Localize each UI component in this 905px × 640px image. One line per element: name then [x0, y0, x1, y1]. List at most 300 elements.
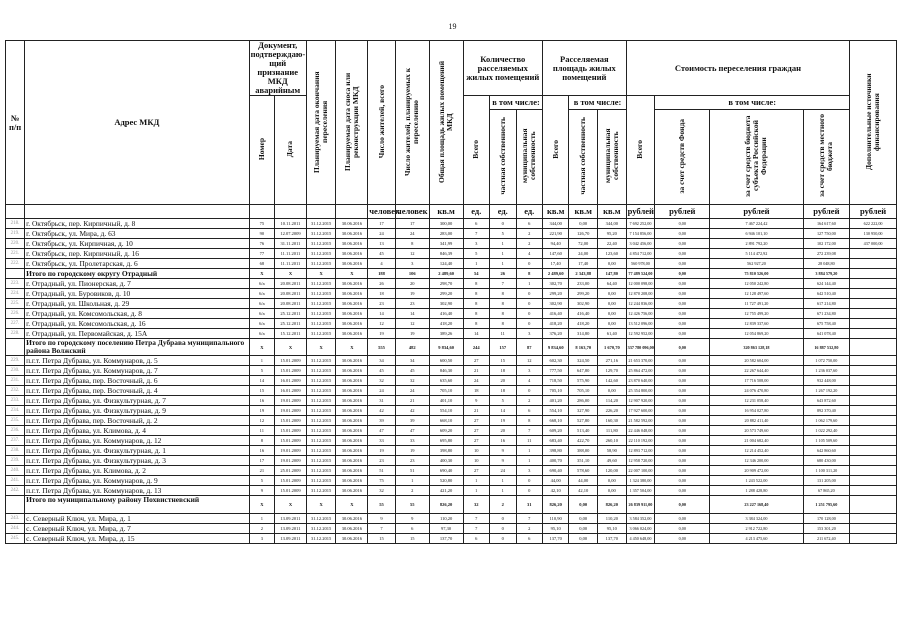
row-cell: 668,10	[542, 416, 568, 426]
row-cell: 3	[516, 466, 542, 476]
row-cell: 12 346 200,00	[710, 456, 803, 466]
row-cell: 389,26	[429, 329, 463, 339]
count-group-header: Количество расселяемых жилых помещений	[463, 41, 542, 96]
row-cell: 3 384 324,00	[710, 514, 803, 524]
row-cell: 482	[395, 339, 429, 356]
row-cell: 302,90	[569, 299, 598, 309]
row-cell: 12 231 058,40	[710, 396, 803, 406]
row-cell: 18	[490, 366, 516, 376]
row-cell: 0,00	[655, 496, 710, 514]
row-cell: 2	[516, 239, 542, 249]
row-address: п.г.т. Петра Дубрава, пер. Восточный, д. 2	[25, 416, 250, 426]
row-cell: 8	[516, 416, 542, 426]
row-cell: 6/а	[249, 279, 274, 289]
row-cell: 695,80	[429, 436, 463, 446]
row-cell: 22 007 100,00	[626, 466, 655, 476]
row-cell: 0,00	[655, 309, 710, 319]
row-cell: 137,70	[598, 534, 627, 544]
row-cell: 0,00	[598, 319, 627, 329]
row-cell: 68	[249, 259, 274, 269]
row-cell: 6	[463, 534, 489, 544]
row-cell: 398,80	[429, 446, 463, 456]
row-number: 227.	[6, 319, 25, 329]
row-cell: 12 426 756,00	[626, 309, 655, 319]
row-cell: 4 450 648,00	[626, 534, 655, 544]
row-cell: 0,00	[655, 299, 710, 309]
unit-cell	[275, 205, 307, 219]
unit-cell: кв.м	[429, 205, 463, 219]
total-row	[6, 339, 897, 356]
row-cell: 22,40	[598, 239, 627, 249]
row-cell	[850, 534, 897, 544]
row-cell: 560 978,00	[626, 259, 655, 269]
unit-cell: ед.	[490, 205, 516, 219]
row-number: 237.	[6, 436, 25, 446]
row-cell: 95,20	[598, 229, 627, 239]
row-cell: 31.12.2015	[306, 329, 336, 339]
row-cell: 15	[395, 534, 429, 544]
row-cell: 9 834,60	[429, 339, 463, 356]
unit-cell: рублей	[850, 205, 897, 219]
unit-cell	[249, 205, 274, 219]
row-number: 235.	[6, 416, 25, 426]
row-cell: 21	[463, 406, 489, 416]
row-address: п.г.т. Петра Дубрава, ул. Коммунаров, д. 9	[25, 476, 250, 486]
row-cell: 31.12.2015	[306, 376, 336, 386]
total-label: Итого по городскому поселению Петра Дубрава муниципального района Волжский	[25, 339, 250, 356]
unit-cell: кв.м	[542, 205, 568, 219]
row-cell: 27	[463, 426, 489, 436]
row-cell: 30.06.2016	[336, 299, 368, 309]
row-cell: 555	[368, 339, 396, 356]
row-cell: 6	[463, 219, 489, 229]
row-cell: 45	[395, 366, 429, 376]
row-cell: 110,90	[542, 514, 568, 524]
row-cell: 300,00	[429, 219, 463, 229]
row-cell: 12 870 208,00	[626, 289, 655, 299]
row-cell	[850, 416, 897, 426]
row-cell: 8	[463, 279, 489, 289]
row-cell: 31.12.2015	[306, 456, 336, 466]
row-cell: 25 354 800,00	[626, 386, 655, 396]
row-cell: 23	[395, 456, 429, 466]
row-cell: 24	[463, 376, 489, 386]
row-cell: 0,00	[569, 514, 598, 524]
row-cell: 31.12.2015	[306, 524, 336, 534]
row-cell: 13.09.2011	[275, 514, 307, 524]
row-cell: 45	[368, 249, 396, 259]
table-row	[6, 476, 897, 486]
row-cell: 226,20	[598, 406, 627, 416]
row-cell: 22 110 192,00	[626, 436, 655, 446]
row-cell: 20.08.2011	[275, 299, 307, 309]
row-cell: 19	[249, 406, 274, 416]
row-cell: 18	[490, 386, 516, 396]
cost-local-header: за счет средств местного бюджета	[803, 110, 850, 205]
row-cell: 153 301,20	[803, 524, 850, 534]
row-cell: 28 048,80	[803, 259, 850, 269]
row-cell: 9	[395, 514, 429, 524]
table-row	[6, 309, 897, 319]
row-cell: 554,10	[429, 406, 463, 416]
row-cell: 0,00	[655, 279, 710, 289]
row-cell: 6	[516, 219, 542, 229]
row-cell: 11	[516, 436, 542, 446]
row-cell: 12 592 952,00	[626, 329, 655, 339]
row-cell	[850, 339, 897, 356]
row-cell: 513,40	[569, 426, 598, 436]
row-number: 243.	[6, 514, 25, 524]
row-cell: 19	[368, 329, 396, 339]
row-cell: 846,39	[429, 249, 463, 259]
table-row	[6, 329, 897, 339]
row-cell: 110,20	[598, 514, 627, 524]
row-cell: 422,70	[569, 436, 598, 446]
row-cell: 44,00	[542, 476, 568, 486]
row-cell: 20 909 472,00	[710, 466, 803, 476]
row-cell: 609,20	[429, 426, 463, 436]
row-cell: 11	[490, 329, 516, 339]
row-cell: 641 078,40	[803, 329, 850, 339]
row-cell: 94,40	[542, 239, 568, 249]
row-cell: X	[275, 339, 307, 356]
row-cell: 0,00	[598, 386, 627, 396]
row-cell: 31.12.2015	[306, 289, 336, 299]
row-cell: 21	[463, 366, 489, 376]
row-cell: 0	[516, 289, 542, 299]
row-cell: 2 489,60	[542, 269, 568, 279]
row-cell	[850, 486, 897, 496]
row-cell: 4	[516, 376, 542, 386]
row-cell: 3 884 579,20	[803, 269, 850, 279]
row-cell: 6 946 101,10	[710, 229, 803, 239]
table-row	[6, 486, 897, 496]
row-cell: 31.12.2015	[306, 309, 336, 319]
row-cell: 418,20	[569, 319, 598, 329]
row-cell: 30.06.2016	[336, 486, 368, 496]
table-row	[6, 406, 897, 416]
row-number: 229.	[6, 356, 25, 366]
row-cell: 690,40	[542, 466, 568, 476]
row-address: п.г.т. Петра Дубрава, пер. Восточный, д. 4	[25, 386, 250, 396]
row-cell: 23	[368, 299, 396, 309]
row-cell: 31.12.2015	[306, 534, 336, 544]
row-cell: 26 839 911,00	[626, 496, 655, 514]
cost-fund-header: за счет средств Фонда	[655, 110, 710, 205]
row-cell: X	[275, 496, 307, 514]
row-cell: 21	[395, 396, 429, 406]
row-cell: 1	[490, 476, 516, 486]
row-cell: 0,00	[569, 219, 598, 229]
col-doc-num-header: Номер	[249, 96, 274, 205]
row-cell: 31.12.2015	[306, 514, 336, 524]
table-row	[6, 366, 897, 376]
row-cell: 31	[368, 396, 396, 406]
row-cell: 668,10	[429, 416, 463, 426]
row-cell: 137,70	[542, 534, 568, 544]
row-cell: 6/а	[249, 299, 274, 309]
row-cell	[850, 289, 897, 299]
row-address: г. Октябрьск, пер. Кирпичный, д. 16	[25, 249, 250, 259]
row-cell: 7	[516, 426, 542, 436]
row-cell: 16	[490, 436, 516, 446]
row-cell: 575,90	[569, 376, 598, 386]
row-cell: 24	[368, 386, 396, 396]
row-cell: 39	[368, 416, 396, 426]
row-cell: 10.11.2011	[275, 219, 307, 229]
row-cell: 3 042 456,00	[626, 239, 655, 249]
row-cell: 388,00	[569, 446, 598, 456]
count-incl-header: в том числе:	[490, 96, 543, 110]
row-cell: 12 958 720,00	[626, 456, 655, 466]
row-cell: 16.01.2009	[275, 386, 307, 396]
row-cell: 0,00	[655, 446, 710, 456]
row-cell: 337 780 096,00	[626, 339, 655, 356]
row-cell: 147,60	[542, 249, 568, 259]
row-address: с. Северный Ключ, ул. Мира, д. 15	[25, 534, 250, 544]
area-municipal-header: муниципальная собственность	[598, 110, 627, 205]
row-cell: 31.12.2015	[306, 476, 336, 486]
row-cell: 30.06.2016	[336, 456, 368, 466]
row-cell: 617 214,80	[803, 299, 850, 309]
row-cell: 0,00	[655, 534, 710, 544]
row-cell: 31.12.2015	[306, 356, 336, 366]
row-cell: 0	[490, 534, 516, 544]
row-cell: 14	[249, 376, 274, 386]
unit-cell	[306, 205, 336, 219]
row-cell: 260,10	[598, 436, 627, 446]
row-cell: 20 582 604,00	[710, 356, 803, 366]
row-cell: 30.06.2016	[336, 534, 368, 544]
row-cell: X	[275, 269, 307, 279]
row-cell: 13.09.2011	[275, 534, 307, 544]
col-address-header: Адрес МКД	[25, 41, 250, 205]
row-cell: 24	[395, 229, 429, 239]
row-cell: 47	[395, 426, 429, 436]
row-cell: 129,70	[598, 366, 627, 376]
row-address: г. Октябрьск, пер. Кирпичный, д. 8	[25, 219, 250, 229]
page-number: 19	[448, 22, 457, 31]
row-number: 245.	[6, 534, 25, 544]
row-cell: 12	[516, 356, 542, 366]
total-label: Итого по муниципальному району Похвистневский	[25, 496, 250, 514]
row-cell: 609,20	[542, 426, 568, 436]
row-cell: 30.06.2016	[336, 356, 368, 366]
row-cell: 302,90	[429, 299, 463, 309]
row-cell: 12 054 869,20	[710, 329, 803, 339]
row-address: г. Отрадный, ул. Буровиков, д. 10	[25, 289, 250, 299]
row-cell: 5	[490, 229, 516, 239]
row-cell: 554,10	[542, 406, 568, 416]
row-cell: 1	[516, 456, 542, 466]
table-row	[6, 446, 897, 456]
row-cell: 0,00	[598, 299, 627, 309]
row-cell: 2	[249, 524, 274, 534]
row-cell: 16 954 027,80	[710, 406, 803, 416]
row-cell: 30.06.2016	[336, 514, 368, 524]
row-cell: 13 512 096,00	[626, 319, 655, 329]
row-cell: 19.01.2009	[275, 456, 307, 466]
row-cell	[850, 366, 897, 376]
row-cell: 12	[395, 249, 429, 259]
row-cell: 0,00	[598, 309, 627, 319]
row-cell: 0,00	[655, 319, 710, 329]
row-cell: 30.06.2016	[336, 309, 368, 319]
total-label: Итого по городскому округу Отрадный	[25, 269, 250, 279]
row-cell: 19	[395, 446, 429, 456]
row-cell: 0	[516, 299, 542, 309]
row-cell: 351,10	[569, 456, 598, 466]
row-cell: 2	[395, 486, 429, 496]
row-cell: 170 128,00	[803, 514, 850, 524]
row-cell: 11.11.2011	[275, 259, 307, 269]
row-cell: 12	[395, 319, 429, 329]
row-cell: 27	[463, 466, 489, 476]
row-cell: 34	[395, 356, 429, 366]
row-cell: 1	[490, 486, 516, 496]
row-address: п.г.т. Петра Дубрава, ул. Коммунаров, д. 13	[25, 486, 250, 496]
row-cell: 13.09.2011	[275, 524, 307, 534]
col-area-total-header: Общая площадь жилых помещений МКД	[429, 41, 463, 205]
row-cell: 1	[516, 446, 542, 456]
area-group-header: Расселяемая площадь жилых помещений	[542, 41, 626, 96]
row-cell: 8	[249, 436, 274, 446]
col-residents-plan-header: Число жителей, планируемых к переселению	[395, 41, 429, 205]
row-cell: 25.12.2011	[275, 309, 307, 319]
row-cell: 298,70	[429, 279, 463, 289]
row-cell: 75 810 526,00	[710, 269, 803, 279]
row-cell	[850, 309, 897, 319]
row-cell: 51	[395, 466, 429, 476]
count-total-header: Всего	[463, 96, 489, 205]
row-cell: 7 467 224,42	[710, 219, 803, 229]
row-cell: 31.12.2015	[306, 279, 336, 289]
row-cell: 600,50	[429, 356, 463, 366]
row-cell: 24	[490, 466, 516, 476]
unit-cell	[25, 205, 250, 219]
row-cell: 31.12.2015	[306, 299, 336, 309]
row-cell: 11.11.2011	[275, 249, 307, 259]
row-cell: 244	[463, 339, 489, 356]
row-cell: 272 239,08	[803, 249, 850, 259]
row-cell: 705,10	[542, 386, 568, 396]
row-cell: 690,40	[429, 466, 463, 476]
row-cell: 1 072 750,00	[803, 356, 850, 366]
row-cell: 0	[516, 319, 542, 329]
row-cell: 20.08.2011	[275, 289, 307, 299]
row-cell: 10	[463, 446, 489, 456]
row-cell	[850, 249, 897, 259]
row-address: п.г.т. Петра Дубрава, ул. Физкультурная, д. 7	[25, 396, 250, 406]
row-number: 222.	[6, 259, 25, 269]
row-cell: 58,90	[598, 446, 627, 456]
row-cell: 1 243 522,00	[710, 476, 803, 486]
row-number: 228.	[6, 329, 25, 339]
row-cell: 299,20	[542, 289, 568, 299]
area-total-header: Всего	[542, 96, 568, 205]
row-cell: 95,10	[542, 524, 568, 534]
row-cell	[850, 386, 897, 396]
row-address: п.г.т. Петра Дубрава, пер. Восточный, д. 6	[25, 376, 250, 386]
col-doc-date-header: Дата	[275, 96, 307, 205]
row-address: п.г.т. Петра Дубрава, ул. Климова, д. 2	[25, 466, 250, 476]
row-cell: 6	[516, 406, 542, 416]
row-address: г. Отрадный, ул. Комсомольская, д. 16	[25, 319, 250, 329]
row-cell	[850, 406, 897, 416]
row-number: 232.	[6, 386, 25, 396]
row-cell: 0,00	[569, 534, 598, 544]
row-cell: 72,00	[569, 239, 598, 249]
row-cell: 1 670,70	[598, 339, 627, 356]
row-cell: 826,20	[429, 496, 463, 514]
table-row	[6, 259, 897, 269]
row-cell: 12 907 920,00	[626, 396, 655, 406]
cost-group-header: Стоимость переселения граждан	[626, 41, 850, 96]
row-cell: 7	[463, 524, 489, 534]
row-cell: 75	[249, 219, 274, 229]
row-cell: 2 489,60	[429, 269, 463, 279]
row-cell: 527,80	[569, 416, 598, 426]
row-cell: 106	[395, 269, 429, 279]
row-cell: 8 163,70	[569, 339, 598, 356]
row-cell: 31.12.2015	[306, 239, 336, 249]
row-cell: 0,00	[655, 289, 710, 299]
row-cell: 1	[249, 356, 274, 366]
row-cell: X	[306, 496, 336, 514]
row-cell: 31.12.2015	[306, 396, 336, 406]
row-cell: 0	[490, 524, 516, 534]
col-plan-end-header: Планируемая дата окончания переселения	[306, 41, 336, 205]
table-row	[6, 416, 897, 426]
unit-cell	[336, 205, 368, 219]
row-cell: 30.06.2016	[336, 446, 368, 456]
row-cell: 21	[249, 466, 274, 476]
row-number: 218.	[6, 219, 25, 229]
row-cell: 95,10	[598, 524, 627, 534]
unit-cell: кв.м	[598, 205, 627, 219]
row-cell: 1 062 179,60	[803, 416, 850, 426]
row-number: 239.	[6, 456, 25, 466]
row-cell: 30.06.2016	[336, 249, 368, 259]
row-cell: X	[336, 339, 368, 356]
row-cell: 110,20	[429, 514, 463, 524]
row-address: п.г.т. Петра Дубрава, ул. Коммунаров, д. 5	[25, 356, 250, 366]
row-cell	[850, 396, 897, 406]
row-cell: 416,40	[569, 309, 598, 319]
row-address: п.г.т. Петра Дубрава, ул. Физкультурная, д. 9	[25, 406, 250, 416]
row-cell: 0,00	[655, 396, 710, 406]
row-cell	[850, 356, 897, 366]
row-cell: 6/а	[249, 319, 274, 329]
row-cell	[850, 329, 897, 339]
row-cell: 30.06.2016	[336, 329, 368, 339]
row-cell	[850, 466, 897, 476]
row-cell: 123,60	[598, 249, 627, 259]
row-cell: 17	[395, 219, 429, 229]
row-address: п.г.т. Петра Дубрава, ул. Коммунаров, д. 7	[25, 366, 250, 376]
row-cell: 344,00	[598, 219, 627, 229]
row-cell: 77	[249, 249, 274, 259]
row-cell: 0,00	[655, 406, 710, 416]
row-cell: 23	[368, 456, 396, 466]
row-cell: 42	[368, 406, 396, 416]
row-cell: 23 227 168,40	[710, 496, 803, 514]
row-cell: 31.12.2015	[306, 249, 336, 259]
unit-cell: человек	[395, 205, 429, 219]
row-cell: 64,40	[598, 279, 627, 289]
row-cell: 11	[249, 426, 274, 436]
row-cell: X	[306, 339, 336, 356]
